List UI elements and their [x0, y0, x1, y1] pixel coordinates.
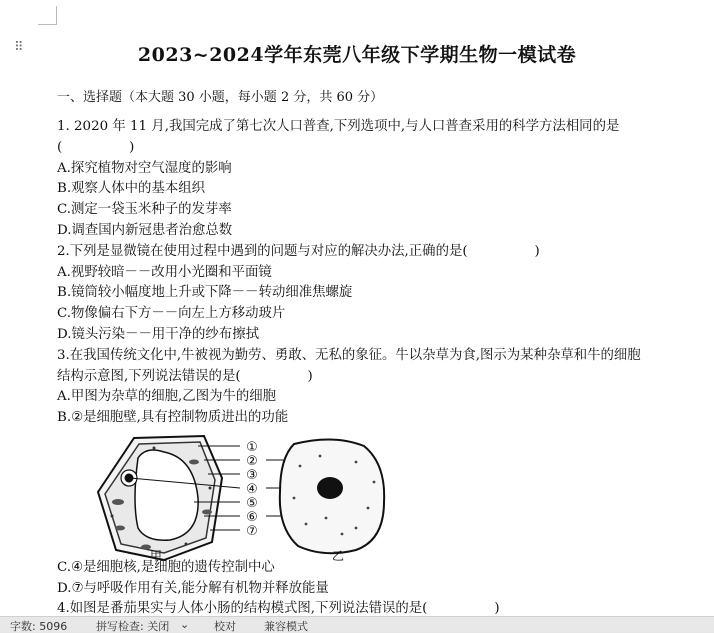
caption-yi: 乙 [332, 549, 345, 562]
chevron-down-icon[interactable]: ⌄ [180, 618, 190, 631]
text-line: 结构示意图,下列说法错误的是( ) [57, 369, 313, 384]
margin-corner-mark [38, 6, 57, 25]
label-2: ② [246, 454, 258, 469]
caption-jia: 甲 [150, 549, 163, 562]
label-3: ③ [246, 468, 258, 483]
text-line: A.视野较暗－－改用小光圈和平面镜 [57, 265, 272, 280]
label-4: ④ [246, 482, 258, 497]
text-line: 1. 2020 年 11 月,我国完成了第七次人口普查,下列选项中,与人口普查采用的科学方法相同的是 [57, 119, 620, 134]
label-6: ⑥ [246, 510, 258, 525]
text-line: D.调查国内新冠患者治愈总数 [57, 223, 233, 238]
cell-structure-figure [94, 432, 394, 562]
animal-cell [280, 439, 384, 553]
text-line: ( ) [57, 140, 135, 155]
label-1: ① [246, 440, 258, 455]
text-line: 3.在我国传统文化中,牛被视为勤劳、勇敢、无私的象征。牛以杂草为食,图示为某种杂草和牛的细胞 [57, 348, 641, 363]
text-line: A.甲图为杂草的细胞,乙图为牛的细胞 [57, 389, 277, 404]
text-line: C.物像偏右下方－－向左上方移动玻片 [57, 306, 286, 321]
text-line: D.镜头污染－－用干净的纱布擦拭 [57, 327, 259, 342]
plant-cell [98, 436, 222, 560]
text-line: 2.下列是显微镜在使用过程中遇到的问题与对应的解决办法,正确的是( ) [57, 244, 540, 259]
document-title: 2023~2024学年东莞八年级下学期生物一模试卷 [137, 44, 577, 66]
part-labels [246, 440, 258, 539]
status-bar [0, 616, 714, 633]
text-line: D.⑦与呼吸作用有关,能分解有机物并释放能量 [57, 581, 329, 596]
drag-handle-icon[interactable]: ⠿ [14, 40, 23, 55]
text-line: 4.如图是番茄果实与人体小肠的结构模式图,下列说法错误的是( ) [57, 601, 500, 616]
label-7: ⑦ [246, 524, 258, 539]
text-line: B.②是细胞壁,具有控制物质进出的功能 [57, 410, 289, 425]
compat-mode-label: 兼容模式 [264, 620, 308, 633]
label-5: ⑤ [246, 496, 258, 511]
text-line: C.④是细胞核,是细胞的遗传控制中心 [57, 560, 275, 575]
text-line: A.探究植物对空气湿度的影响 [57, 161, 232, 176]
spell-check-toggle[interactable]: 拼写检查: 关闭 [96, 620, 170, 633]
proofread-button[interactable]: 校对 [214, 620, 236, 633]
text-line: B.镜筒较小幅度地上升或下降－－转动细准焦螺旋 [57, 285, 353, 300]
word-count[interactable]: 字数: 5096 [10, 620, 68, 633]
text-line: C.测定一袋玉米种子的发芽率 [57, 202, 232, 217]
text-line: B.观察人体中的基本组织 [57, 181, 206, 196]
section-heading: 一、选择题（本大题 30 小题，每小题 2 分，共 60 分） [57, 90, 384, 105]
